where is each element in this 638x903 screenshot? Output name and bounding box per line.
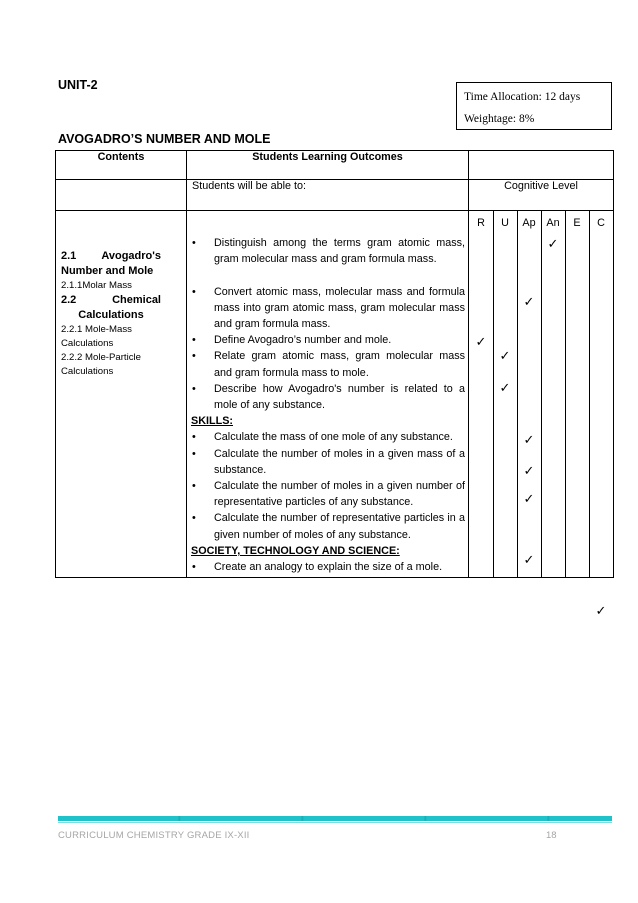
content-sub-2-2-1: 2.2.1 Mole-Mass [61,324,132,335]
header-empty [469,151,614,180]
level-divider [493,211,494,577]
footer-bar [58,816,612,821]
skill-item: • Calculate the number of moles in a given mass of a substance. [191,446,465,478]
content-heading-2-1b: Number and Mole [61,265,154,277]
level-e: E [573,217,581,229]
able-to-label: Students will be able to: [187,180,469,211]
skill-item: • Calculate the number of representative particles in a given number of moles of any substance. [191,510,465,542]
skills-heading: SKILLS: [191,415,233,428]
check-icon: ✓ [475,334,487,349]
level-divider [541,211,542,577]
check-icon: ✓ [523,491,535,506]
level-u: U [501,217,509,229]
time-allocation: Time Allocation: 12 days [464,91,581,103]
content-sub-2-2-2: 2.2.2 Mole-Particle [61,352,141,363]
sts-heading: SOCIETY, TECHNOLOGY AND SCIENCE: [191,544,400,557]
outcome-item: • Relate gram atomic mass, gram molecular mass and gram formula mass to mole. [191,348,465,380]
check-icon: ✓ [499,348,511,363]
unit-label: UNIT-2 [58,78,98,92]
header-contents: Contents [56,151,187,180]
level-ap: Ap [522,217,536,229]
outcome-item: • Distinguish among the terms gram atomic mass, gram molecular mass and gram formula mass. [191,235,465,284]
cognitive-level-label: Cognitive Level [469,180,614,211]
header-blank [56,180,187,211]
level-divider [517,211,518,577]
outcome-item: • Define Avogadro’s number and mole. [191,332,465,348]
contents-cell [56,211,187,578]
check-icon: ✓ [595,603,607,618]
footer-title: CURRICULUM CHEMISTRY GRADE IX-XII [58,830,250,841]
level-an: An [546,217,560,229]
curriculum-table [55,150,614,618]
check-icon: ✓ [523,294,535,309]
outcomes-cell [187,211,469,578]
levels-cell [469,211,614,618]
check-icon: ✓ [523,432,535,447]
content-heading-2-1: 2.1 Avogadro's [61,250,161,262]
time-allocation-box [456,82,612,130]
content-sub-2-2-2b: Calculations [61,366,114,377]
level-c: C [597,217,605,229]
header-slo: Students Learning Outcomes [187,151,469,180]
outcome-item: • Convert atomic mass, molecular mass and formula mass into gram atomic mass, gram molecular mass and gram formula mass. [191,284,465,333]
content-heading-2-2b: Calculations [78,309,144,321]
unit-title: AVOGADRO’S NUMBER AND MOLE [58,132,271,146]
footer-rule [58,822,612,823]
content-heading-2-2: 2.2 Chemical [61,294,161,306]
sts-item: • Create an analogy to explain the size of a mole. [191,559,465,575]
weightage: Weightage: 8% [464,113,535,125]
page-number: 18 [546,830,557,841]
level-divider [565,211,566,577]
skill-item: • Calculate the number of moles in a given number of representative particles of any substance. [191,478,465,510]
level-divider [589,211,590,577]
level-r: R [477,217,485,229]
check-icon: ✓ [523,463,535,478]
content-sub-2-2-1b: Calculations [61,338,114,349]
check-icon: ✓ [499,380,511,395]
outcome-item: • Describe how Avogadro's number is related to a mole of any substance. [191,381,465,413]
content-sub-2-1-1: 2.1.1Molar Mass [61,280,132,291]
check-icon: ✓ [523,552,535,567]
check-icon: ✓ [547,236,559,251]
skill-item: • Calculate the mass of one mole of any substance. [191,429,465,445]
